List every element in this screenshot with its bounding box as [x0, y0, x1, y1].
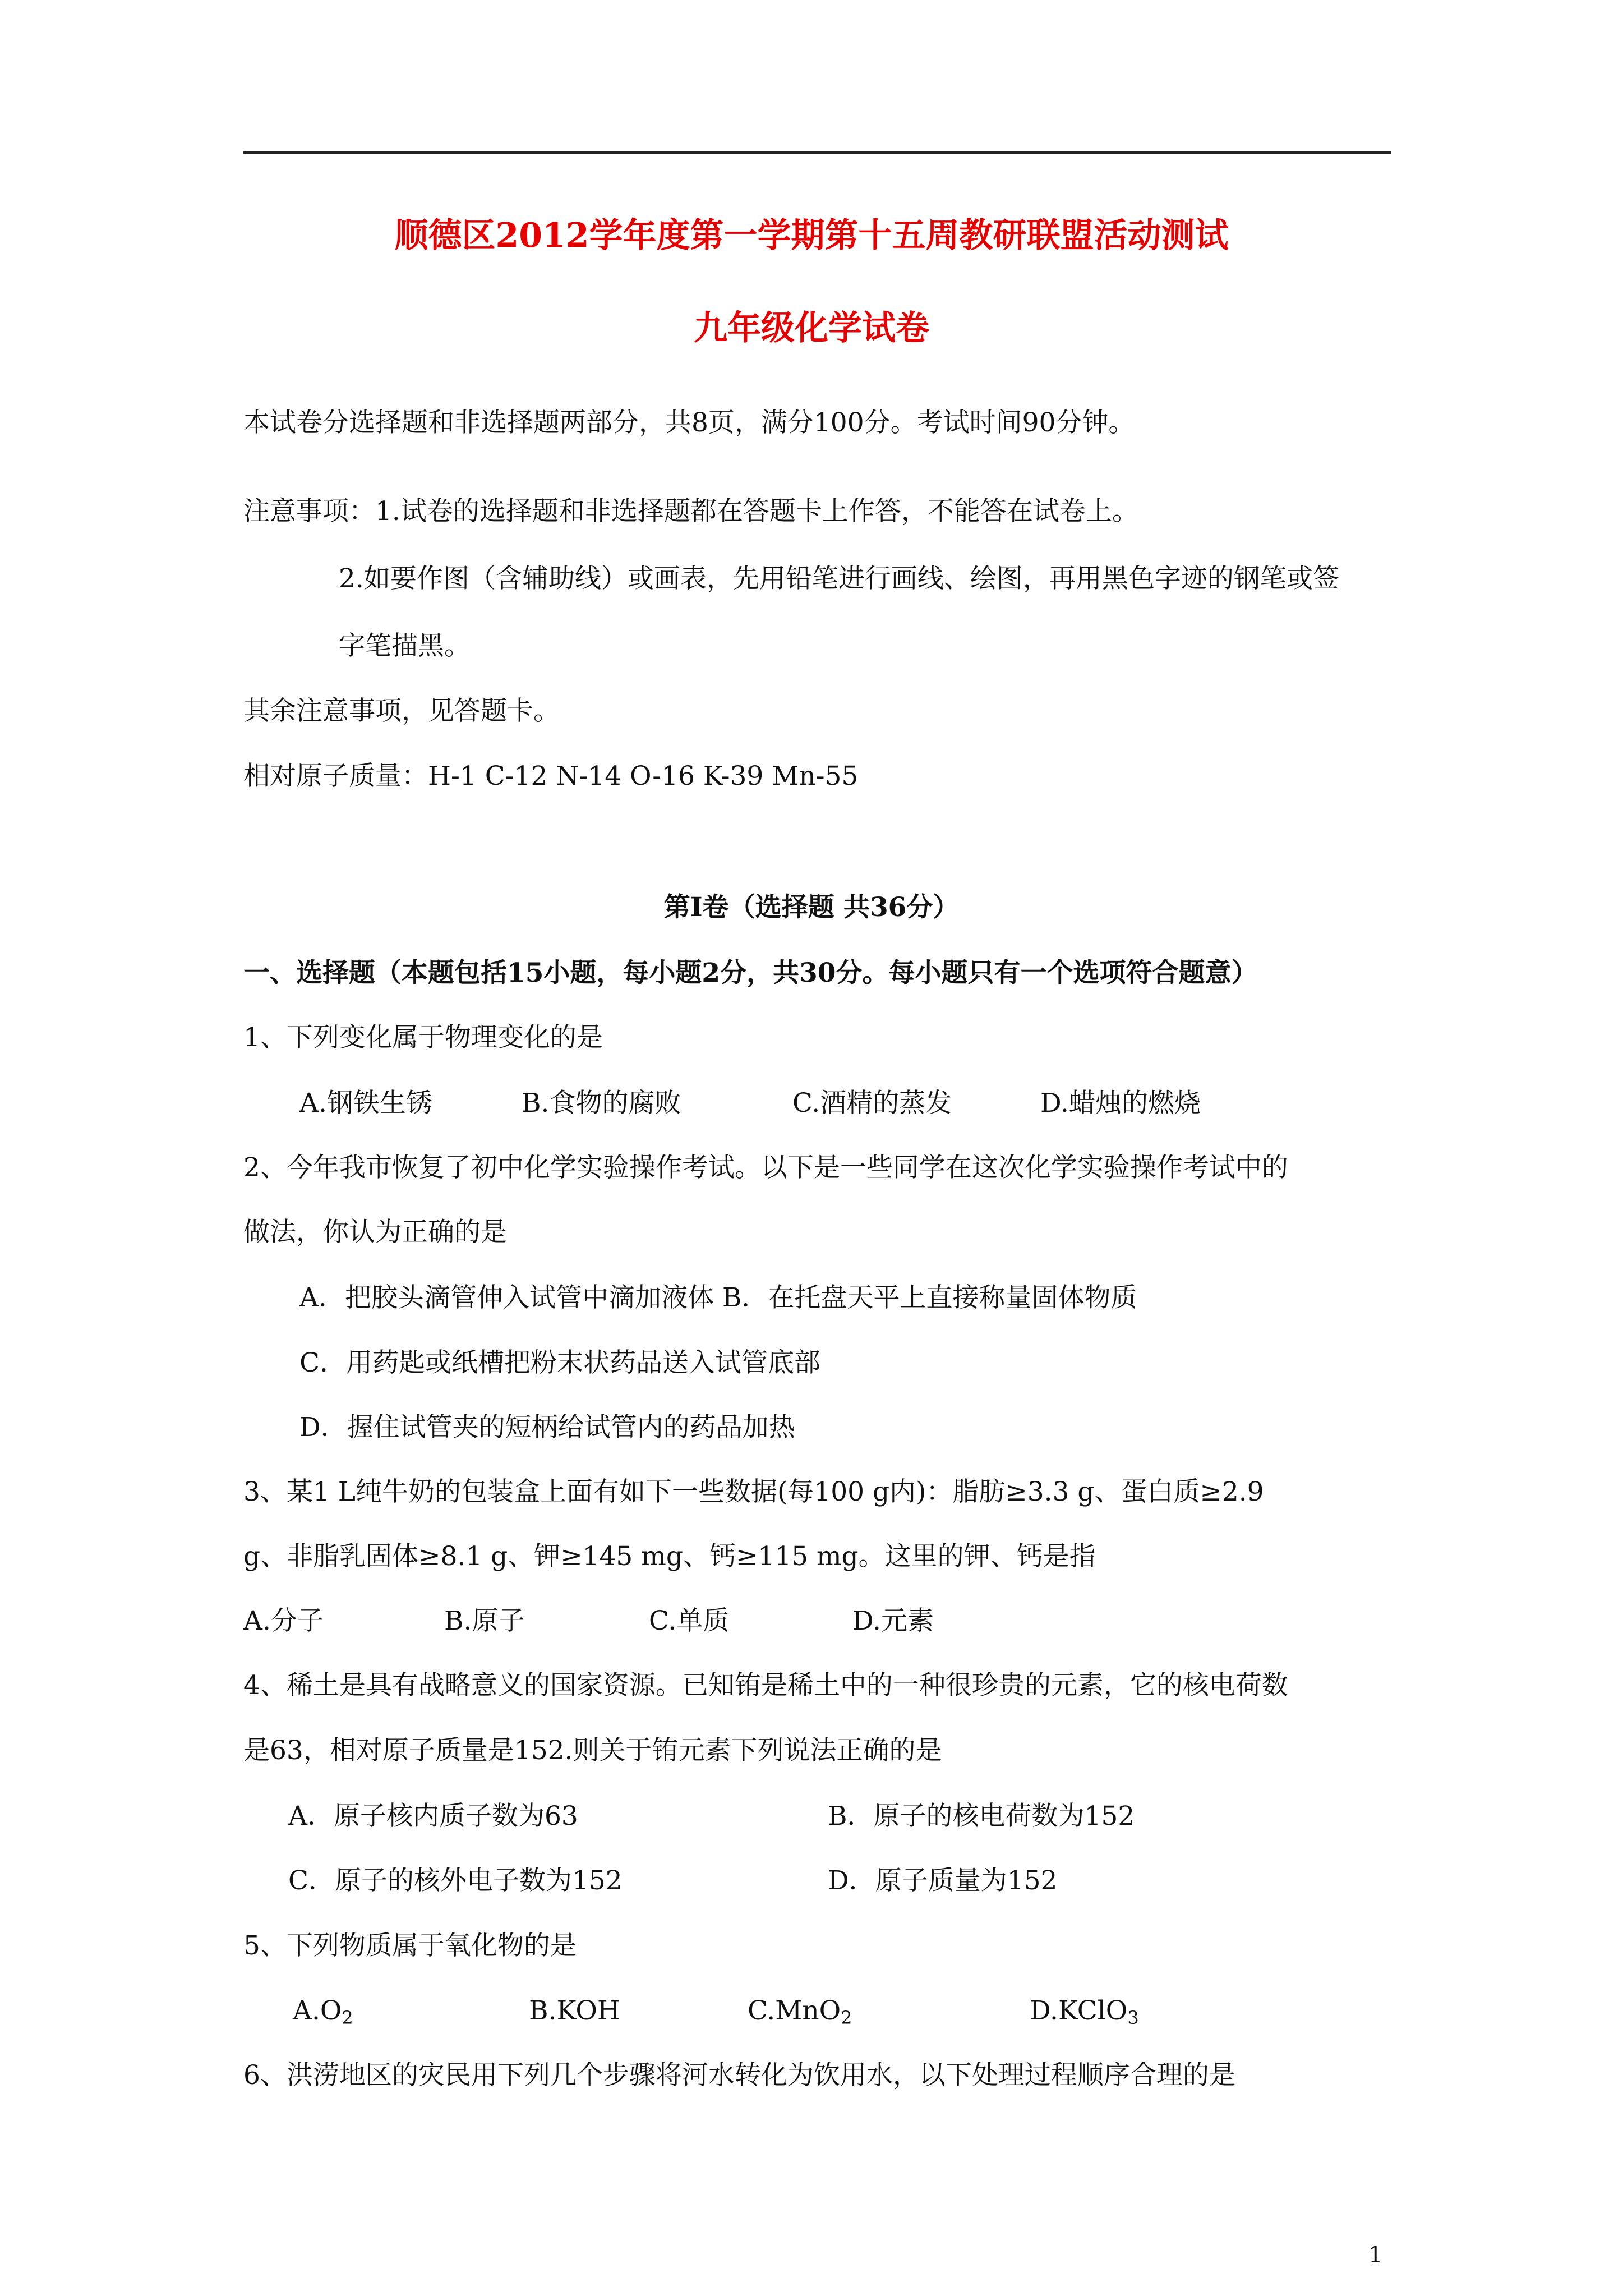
question-3-option-d: D.元素 [852, 1605, 934, 1636]
question-5-option-d: D.KClO$_3$ [1030, 1995, 1139, 2028]
question-5-option-a: $A.O_2$ [293, 1995, 353, 2028]
notes-other: 其余注意事项，见答题卡。 [243, 696, 560, 726]
part-title: 一、选择题（本题包括15小题，每小题2分，共30分。每小题只有一个选项符合题意） [243, 958, 1258, 988]
question-1-stem: 1、下列变化属于物理变化的是 [243, 1022, 603, 1053]
question-5-stem: 5、下列物质属于氧化物的是 [243, 1930, 577, 1961]
question-2-options-ab: A．把胶头滴管伸入试管中滴加液体 B．在托盘天平上直接称量固体物质 [299, 1282, 1137, 1313]
page-number: 1 [1368, 2242, 1383, 2268]
question-3-stem-line2: g、非脂乳固体≥8.1 g、钾≥145 mg、钙≥115 mg。这里的钾、钙是指 [243, 1541, 1096, 1572]
exam-subtitle: 九年级化学试卷 [694, 309, 929, 348]
question-3-option-c: C.单质 [649, 1605, 730, 1636]
question-4-option-b: B．原子的核电荷数为152 [828, 1801, 1135, 1832]
question-4-stem-line2: 是63，相对原子质量是152.则关于铕元素下列说法正确的是 [243, 1735, 942, 1766]
question-5-option-b: B.KOH [529, 1995, 620, 2026]
question-4-option-a: A．原子核内质子数为63 [288, 1801, 578, 1832]
question-2-option-d: D．握住试管夹的短柄给试管内的药品加热 [299, 1412, 795, 1443]
question-3-option-b: B.原子 [444, 1605, 525, 1636]
question-3-option-a: A.分子 [243, 1605, 324, 1636]
question-6-stem: 6、洪涝地区的灾民用下列几个步骤将河水转化为饮用水，以下处理过程顺序合理的是 [243, 2060, 1235, 2091]
question-1-option-c: C.酒精的蒸发 [792, 1088, 952, 1119]
notes-item-2a: 2.如要作图（含辅助线）或画表，先用铅笔进行画线、绘图，再用黑色字迹的钢笔或签 [339, 563, 1339, 594]
question-4-stem-line1: 4、稀土是具有战略意义的国家资源。已知铕是稀土中的一种很珍贵的元素，它的核电荷数 [243, 1670, 1288, 1701]
notes-item-2b: 字笔描黑。 [339, 631, 471, 661]
question-2-stem-line1: 2、今年我市恢复了初中化学实验操作考试。以下是一些同学在这次化学实验操作考试中的 [243, 1152, 1288, 1183]
header-rule [243, 151, 1391, 154]
atomic-mass-list: 相对原子质量：H-1 C-12 N-14 O-16 K-39 Mn-55 [243, 761, 859, 792]
question-1-option-d: D.蜡烛的燃烧 [1040, 1088, 1201, 1119]
question-2-option-c: C．用药匙或纸槽把粉末状药品送入试管底部 [299, 1347, 820, 1378]
notes-item-1: 注意事项：1.试卷的选择题和非选择题都在答题卡上作答，不能答在试卷上。 [243, 496, 1138, 527]
question-1-option-a: A.钢铁生锈 [299, 1088, 432, 1119]
question-3-stem-line1: 3、某1 L纯牛奶的包装盒上面有如下一些数据(每100 g内)：脂肪≥3.3 g、蛋白质≥2.9 [243, 1476, 1264, 1507]
question-1-option-b: B.食物的腐败 [522, 1088, 681, 1119]
volume-title: 第Ⅰ卷（选择题 共36分） [663, 892, 960, 923]
question-4-option-d: D．原子质量为152 [828, 1865, 1058, 1896]
question-4-option-c: C．原子的核外电子数为152 [288, 1865, 623, 1896]
exam-title: 顺德区2012学年度第一学期第十五周教研联盟活动测试 [394, 216, 1229, 255]
intro-summary: 本试卷分选择题和非选择题两部分，共8页，满分100分。考试时间90分钟。 [243, 407, 1135, 438]
question-2-stem-line2: 做法，你认为正确的是 [243, 1217, 507, 1248]
question-5-option-c: C.MnO$_2$ [748, 1995, 852, 2028]
